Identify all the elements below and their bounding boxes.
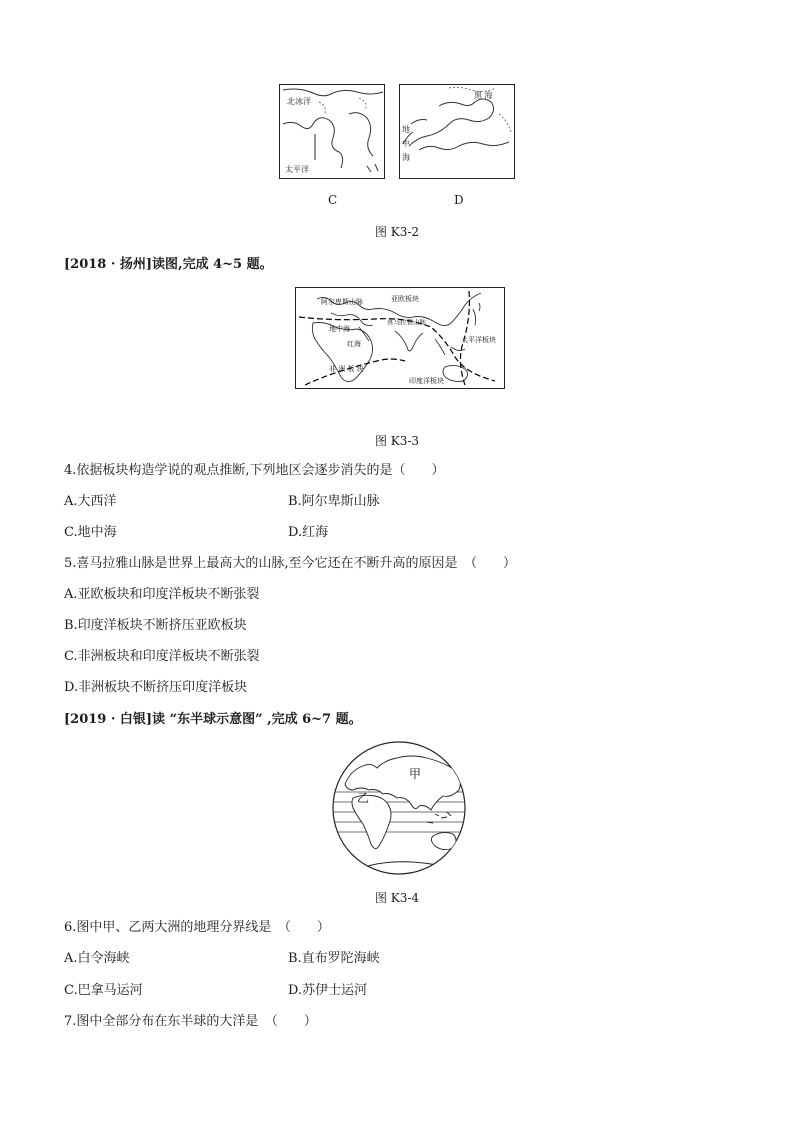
map-d-med-char-3: 海 [402, 153, 410, 162]
q6-option-d[interactable]: D.苏伊士运河 [288, 983, 368, 998]
q6-option-a[interactable]: A.白令海峡 [64, 951, 130, 966]
map-d-med-char-2: 中 [402, 139, 410, 148]
plate-map-mediterranean-label: 地中海 [329, 325, 350, 333]
q5-option-a[interactable]: A.亚欧板块和印度洋板块不断张裂 [64, 587, 260, 602]
section-6-7-intro: [2019 · 白银]读 “东半球示意图” ,完成 6~7 题。 [64, 712, 362, 727]
q6-option-c[interactable]: C.巴拿马运河 [64, 983, 143, 998]
caption-k3-4: 图 K3-4 [374, 891, 420, 905]
plate-map-pacific-label: 太平洋板块 [461, 336, 496, 344]
q4-stem: 4.依据板块构造学说的观点推断,下列地区会逐步消失的是（ ） [64, 463, 445, 478]
q4-option-c[interactable]: C.地中海 [64, 525, 117, 540]
section-4-5-intro: [2018 · 扬州]读图,完成 4~5 题。 [64, 257, 273, 272]
q5-option-d[interactable]: D.非洲板块不断挤压印度洋板块 [64, 680, 248, 695]
plate-map [295, 287, 505, 389]
plate-map-alps-label: 阿尔卑斯山脉 [321, 298, 363, 306]
globe-jia-label: 甲 [409, 767, 422, 781]
q5-option-b[interactable]: B.印度洋板块不断挤压亚欧板块 [64, 618, 247, 633]
q4-option-d[interactable]: D.红海 [288, 525, 329, 540]
map-c-pacific-label: 太平洋 [285, 165, 309, 174]
q4-option-a[interactable]: A.大西洋 [64, 494, 117, 509]
map-d-med-char-1: 地 [402, 125, 410, 134]
plate-map-african-label: 非 洲 板 块 [329, 365, 364, 373]
map-c-arctic-label: 北冰洋 [287, 97, 311, 106]
caption-k3-2: 图 K3-2 [374, 225, 420, 239]
map-d-label: D [454, 193, 464, 207]
plate-map-eurasian-label: 亚欧板块 [391, 295, 419, 303]
caption-k3-3: 图 K3-3 [374, 434, 420, 448]
q6-option-b[interactable]: B.直布罗陀海峡 [288, 951, 380, 966]
globe-yi-label: 乙 [357, 791, 370, 805]
map-c-label: C [328, 193, 338, 207]
map-c [279, 84, 385, 179]
plate-map-himalaya-label: 喜马拉雅山脉 [387, 318, 426, 326]
map-d-black-sea-label: 黑 海 [474, 91, 493, 100]
q4-option-b[interactable]: B.阿尔卑斯山脉 [288, 494, 380, 509]
q7-stem: 7.图中全部分布在东半球的大洋是 （ ） [64, 1014, 317, 1029]
q6-stem: 6.图中甲、乙两大洲的地理分界线是 （ ） [64, 920, 330, 935]
plate-map-indian-label: 印度洋板块 [409, 377, 444, 385]
q5-stem: 5.喜马拉雅山脉是世界上最高大的山脉,至今它还在不断升高的原因是 （ ） [64, 556, 517, 571]
map-d [399, 84, 515, 179]
q5-option-c[interactable]: C.非洲板块和印度洋板块不断张裂 [64, 649, 260, 664]
plate-map-redsea-label: 红海 [347, 340, 361, 348]
eastern-hemisphere-globe [331, 740, 467, 876]
